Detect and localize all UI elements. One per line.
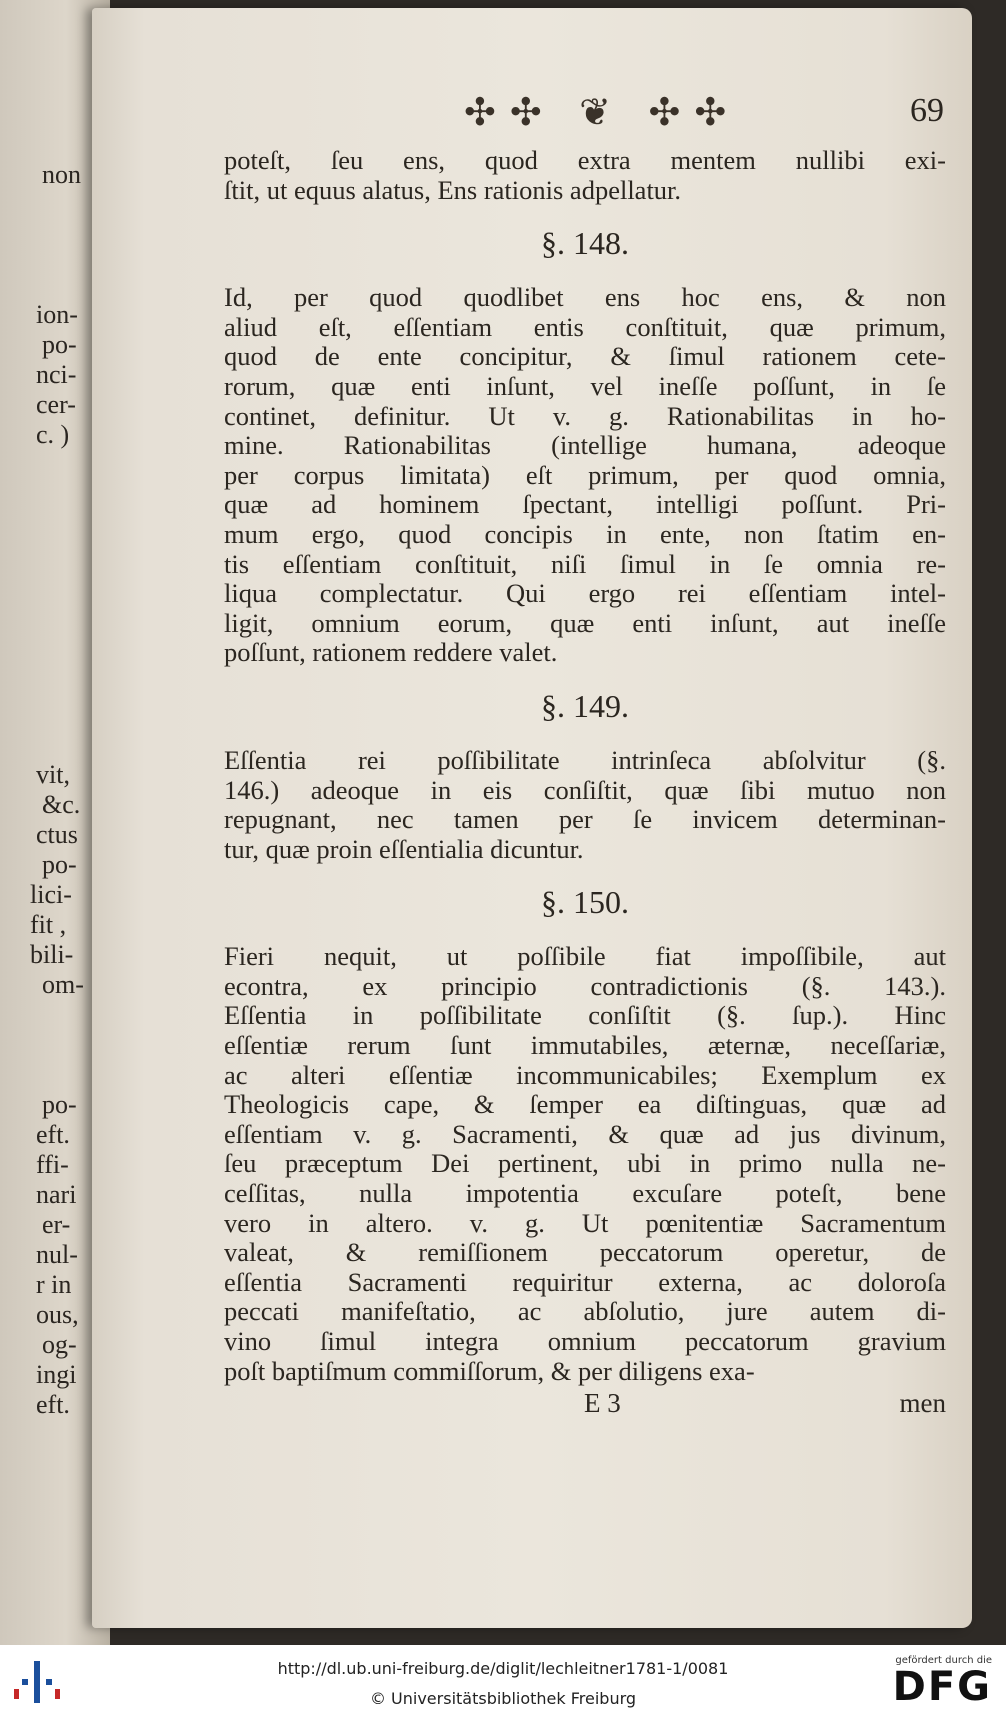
text-line: liqua complectatur. Qui ergo rei eſſentiam intel- bbox=[224, 578, 946, 609]
section-149-heading: §. 149. bbox=[541, 687, 629, 724]
left-page-fragment: ctus bbox=[36, 820, 78, 849]
text-line: quod de ente concipitur, & ſimul rationem cete- bbox=[224, 341, 946, 372]
text-line: poteſt, ſeu ens, quod extra mentem nullibi exi- bbox=[224, 145, 946, 175]
page-foot bbox=[224, 1388, 946, 1419]
left-page-fragment: po- bbox=[42, 850, 77, 879]
text-line: tur, quæ proin eſſentialia dicuntur. bbox=[224, 833, 584, 864]
signature-mark: E 3 bbox=[584, 1388, 621, 1419]
text-line: peccati manifeſtatio, ac abſolutio, jure autem di- bbox=[224, 1296, 946, 1327]
left-page-fragment: nul- bbox=[36, 1240, 78, 1269]
left-page-fragment: bili- bbox=[30, 940, 74, 969]
catchword: men bbox=[899, 1388, 946, 1419]
left-page-fragment: ffi- bbox=[36, 1150, 69, 1179]
left-page-fragment: lici- bbox=[30, 880, 72, 909]
section-149-paragraph bbox=[224, 746, 946, 864]
left-page-fragment: cer- bbox=[36, 390, 76, 419]
section-148-paragraph bbox=[224, 283, 946, 668]
left-page-fragment: og- bbox=[42, 1330, 77, 1359]
text-line: repugnant, nec tamen per ſe invicem determinan- bbox=[224, 804, 946, 835]
text-line: ligit, omnium eorum, quæ enti inſunt, aut ineſſe bbox=[224, 607, 946, 638]
left-page-fragment: nci- bbox=[36, 360, 77, 389]
text-line: continet, definitur. Ut v. g. Rationabilitas in ho- bbox=[224, 400, 946, 431]
text-line: Eſſentia rei poſſibilitate intrinſeca abſolvitur (§. bbox=[224, 744, 946, 775]
section-150-paragraph bbox=[224, 942, 946, 1386]
section-150-heading: §. 150. bbox=[541, 884, 629, 921]
header-ornament: ✣✣ ❦ ✣✣ bbox=[464, 92, 741, 134]
text-line: rorum, quæ enti inſunt, vel ineſſe poſſunt, in ſe bbox=[224, 370, 946, 401]
dfg-wordmark: DFG bbox=[892, 1664, 992, 1710]
text-line: ceſſitas, nulla impotentia excuſare poteſt, bene bbox=[224, 1178, 946, 1209]
text-line: quæ ad hominem ſpectant, intelligi poſſunt. Pri- bbox=[224, 489, 946, 520]
text-line: valeat, & remiſſionem peccatorum operetur, de bbox=[224, 1237, 946, 1268]
text-line: ſeu præceptum Dei pertinent, ubi in primo nulla ne- bbox=[224, 1148, 946, 1179]
left-page-fragment: non bbox=[42, 160, 81, 189]
text-line: Theologicis cape, & ſemper ea diſtinguas, quæ ad bbox=[224, 1089, 946, 1120]
text-line: mine. Rationabilitas (intellige humana, adeoque bbox=[224, 430, 946, 461]
section-148-heading: §. 148. bbox=[541, 225, 629, 262]
page-text bbox=[224, 86, 946, 1419]
running-header bbox=[224, 86, 946, 146]
footer-url-link[interactable]: http://dl.ub.uni-freiburg.de/diglit/lechleitner1781-1/0081 bbox=[277, 1659, 729, 1678]
text-line: aliud eſt, eſſentiam entis conſtituit, quæ primum, bbox=[224, 311, 946, 342]
text-line: Eſſentia in poſſibilitate conſiſtit (§. ſup.). Hinc bbox=[224, 1000, 946, 1031]
left-page-fragment: er- bbox=[42, 1210, 71, 1239]
left-page-fragment: eft. bbox=[36, 1390, 70, 1419]
dfg-caption: gefördert durch die bbox=[895, 1655, 992, 1666]
left-page-fragment: po- bbox=[42, 1090, 77, 1119]
text-line: vino ſimul integra omnium peccatorum gravium bbox=[224, 1326, 946, 1356]
text-line: eſſentiam v. g. Sacramenti, & quæ ad jus divinum, bbox=[224, 1118, 946, 1149]
text-line: eſſentiæ rerum ſunt immutabiles, æternæ, neceſſariæ, bbox=[224, 1030, 946, 1061]
text-line: tis eſſentiam conſtituit, niſi ſimul in ſe omnia re- bbox=[224, 548, 946, 579]
right-page bbox=[92, 8, 972, 1628]
text-line: ſtit, ut equus alatus, Ens rationis adpellatur. bbox=[224, 174, 682, 205]
text-line: per corpus limitata) eſt primum, per quod omnia, bbox=[224, 459, 946, 490]
text-line: eſſentia Sacramenti requiritur externa, ac doloroſa bbox=[224, 1266, 946, 1297]
intro-paragraph bbox=[224, 146, 946, 205]
left-page-fragment: vit, bbox=[36, 760, 70, 789]
text-line: vero in altero. v. g. Ut pœnitentiæ Sacramentum bbox=[224, 1207, 946, 1238]
text-line: ac alteri eſſentiæ incommunicabiles; Exemplum ex bbox=[224, 1059, 946, 1090]
left-page-fragment: r in bbox=[36, 1270, 72, 1299]
text-line: econtra, ex principio contradictionis (§. 143.). bbox=[224, 970, 946, 1001]
text-line: poſt baptiſmum commiſſorum, & per diligens exa- bbox=[224, 1355, 755, 1386]
text-line: Fieri nequit, ut poſſibile fiat impoſſibile, aut bbox=[224, 941, 946, 972]
text-line: poſſunt, rationem reddere valet. bbox=[224, 637, 558, 668]
text-line: mum ergo, quod concipis in ente, non ſtatim en- bbox=[224, 518, 946, 549]
left-page-fragment: ous, bbox=[36, 1300, 79, 1329]
left-page-fragment: c. ) bbox=[36, 420, 70, 449]
dfg-logo bbox=[893, 1655, 992, 1708]
left-page-fragment: nari bbox=[36, 1180, 77, 1209]
text-line: 146.) adeoque in eis conſiſtit, quæ ſibi mutuo non bbox=[224, 774, 946, 805]
left-page-fragment: fit , bbox=[30, 910, 67, 939]
page-number: 69 bbox=[910, 92, 944, 129]
text-line: Id, per quod quodlibet ens hoc ens, & non bbox=[224, 282, 946, 313]
left-page-fragment: &c. bbox=[42, 790, 81, 819]
footer-copyright: © Universitätsbibliothek Freiburg bbox=[369, 1689, 637, 1708]
footer-bar bbox=[0, 1645, 1006, 1717]
left-page-fragment: om- bbox=[42, 970, 84, 999]
left-page-fragment: eft. bbox=[36, 1120, 70, 1149]
left-page-fragment: ion- bbox=[36, 300, 78, 329]
left-page-fragment: ingi bbox=[36, 1360, 77, 1389]
left-page-fragment: po- bbox=[42, 330, 77, 359]
